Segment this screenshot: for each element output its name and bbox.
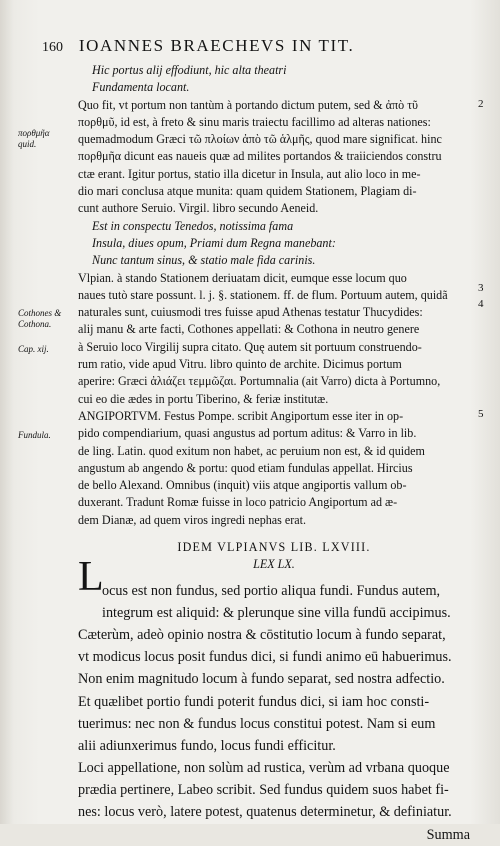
- text-line: nes: locus verò, latere potest, quatenus determinetur, & definiatur.: [78, 804, 452, 821]
- text-line: Cæterùm, adeò opinio nostra & cōstitutio locum à fundo separat,: [78, 626, 446, 643]
- text-line: aperire: Græci ἀλιάζει τεμμῶζαι. Portumnalia (ait Varro) dicta à Portumno,: [78, 374, 441, 389]
- text-line: ANGIPORTVM. Festus Pompe. scribit Angiportum esse iter in op-: [78, 408, 404, 423]
- running-title: IOANNES BRAECHEVS IN TIT.: [78, 36, 355, 55]
- verse-line: Insula, diues opum, Priami dum Regna manebant:: [92, 235, 336, 250]
- text-line: Quo fit, vt portum non tantùm à portando dictum putem, sed & ἀπὸ τῦ: [78, 97, 419, 112]
- lex-text: [78, 580, 470, 846]
- main-text: [78, 62, 470, 846]
- text-line: quemadmodum Græci τῶ πλοίων ἀπὸ τῶ ἁλμῆς, quod mare significat. hinc: [78, 132, 442, 147]
- text-line: Vlpian. à stando Stationem deriuatam dicit, eumque esse locum quo: [78, 270, 407, 285]
- margin-note: Cothones & Cothona.: [18, 308, 62, 329]
- text-line: dio mari conclusa atque munita: quam quidem Stationem, Plagiam di-: [78, 184, 417, 199]
- margin-number: 4: [478, 298, 484, 310]
- text-line: alii adiunxerimus fundo, locus fundi efficitur.: [78, 737, 336, 754]
- text-line: dem Dianæ, ad quem viros ingredi nephas erat.: [78, 512, 307, 527]
- text-line: tuerimus: nec non & fundus locus constitui potest. Nam si eum: [78, 715, 436, 732]
- margin-number: 5: [478, 408, 484, 420]
- verse-line: Nunc tantum sinus, & statio male fida carinis.: [92, 253, 316, 268]
- margin-number: 3: [478, 282, 484, 294]
- text-line: prædia pertinere, Labeo scribit. Sed fundus quidem suos habet fi-: [78, 782, 449, 799]
- text-line: πορθμῦ, id est, à freto & sinu maris traiectu facillimo ad alteras nationes:: [78, 114, 431, 129]
- verse-line: Est in conspectu Tenedos, notissima fama: [92, 218, 294, 233]
- text-line: naturales sunt, cuiusmodi tres fuisse apud Athenas testatur Thucydides:: [78, 305, 423, 320]
- text-line: pido compendiarium, quasi angustus ad portum aditus: & Varro in lib.: [78, 426, 417, 441]
- margin-note: πορθμῆα quid.: [18, 128, 50, 149]
- text-line: ctæ erant. Igitur portus, statio illa dicetur in Insula, aut alio loco in me-: [78, 166, 421, 181]
- text-line: Non enim magnitudo locum à fundo separat, sed nostra adfectio.: [78, 671, 445, 688]
- text-line: à Seruio loco Virgilij supra citato. Quę autem sit portuum construendo-: [78, 339, 422, 354]
- text-line: cunt authore Seruio. Virgil. libro secundo Aeneid.: [78, 201, 319, 216]
- verse-line: Fundamenta locant.: [92, 80, 190, 95]
- text-line: vt modicus locus posit fundus dici, si fundi animo eū habuerimus.: [78, 649, 452, 666]
- section-title: IDEM VLPIANVS LIB. LXVIII.: [177, 540, 371, 555]
- text-line: de ling. Latin. quod exitum non habet, ac peruium non est, & id quidem: [78, 443, 425, 458]
- verse-line: Hic portus alij effodiunt, hic alta theatri: [92, 63, 287, 77]
- text-line: cui eo die ædes in portu Tiberino, & feriæ institutæ.: [78, 391, 329, 406]
- drop-cap: L: [78, 554, 104, 600]
- text-line: angustum ab angendo & portu: quod etiam fundulas appellat. Hircius: [78, 460, 413, 475]
- catchword: Summa: [426, 826, 470, 843]
- text-line: ocus est non fundus, sed portio aliqua fundi. Fundus autem,: [102, 582, 441, 599]
- text-line: Et quælibet portio fundi poterit fundus dici, si iam hoc consti-: [78, 693, 430, 710]
- text-line: integrum est aliquid: & plerunque sine villa fundū accipimus.: [102, 604, 451, 621]
- text-line: naues tutò stare possunt. l. j. §. stationem. ff. de flum. Portuum autem, quidã: [78, 287, 448, 302]
- lex-title: LEX LX.: [253, 557, 295, 572]
- text-line: Loci appellatione, non solùm ad rustica, verùm ad vrbana quoque: [78, 760, 450, 777]
- text-line: alij manu & arte facti, Cothones appellati: & Cothona in neutro genere: [78, 322, 420, 337]
- margin-note: Cap. xij.: [18, 344, 49, 354]
- text-line: rum ratio, vide apud Vitru. libro quinto de archite. Dicimus portum: [78, 357, 402, 372]
- page-number: 160: [42, 40, 63, 55]
- text-line: πορθμῆα dicunt eas naueis quæ ad milites portandos & traiiciendos constru: [78, 149, 442, 164]
- margin-number: 2: [478, 98, 484, 110]
- text-line: de bello Alexand. Omnibus (inquit) viis atque angiportis vallum ob-: [78, 478, 407, 493]
- margin-note: Fundula.: [18, 430, 51, 440]
- text-line: duxerant. Tradunt Romæ fuisse in loco patricio Angiportum ad æ-: [78, 495, 398, 510]
- page-header: [42, 36, 472, 56]
